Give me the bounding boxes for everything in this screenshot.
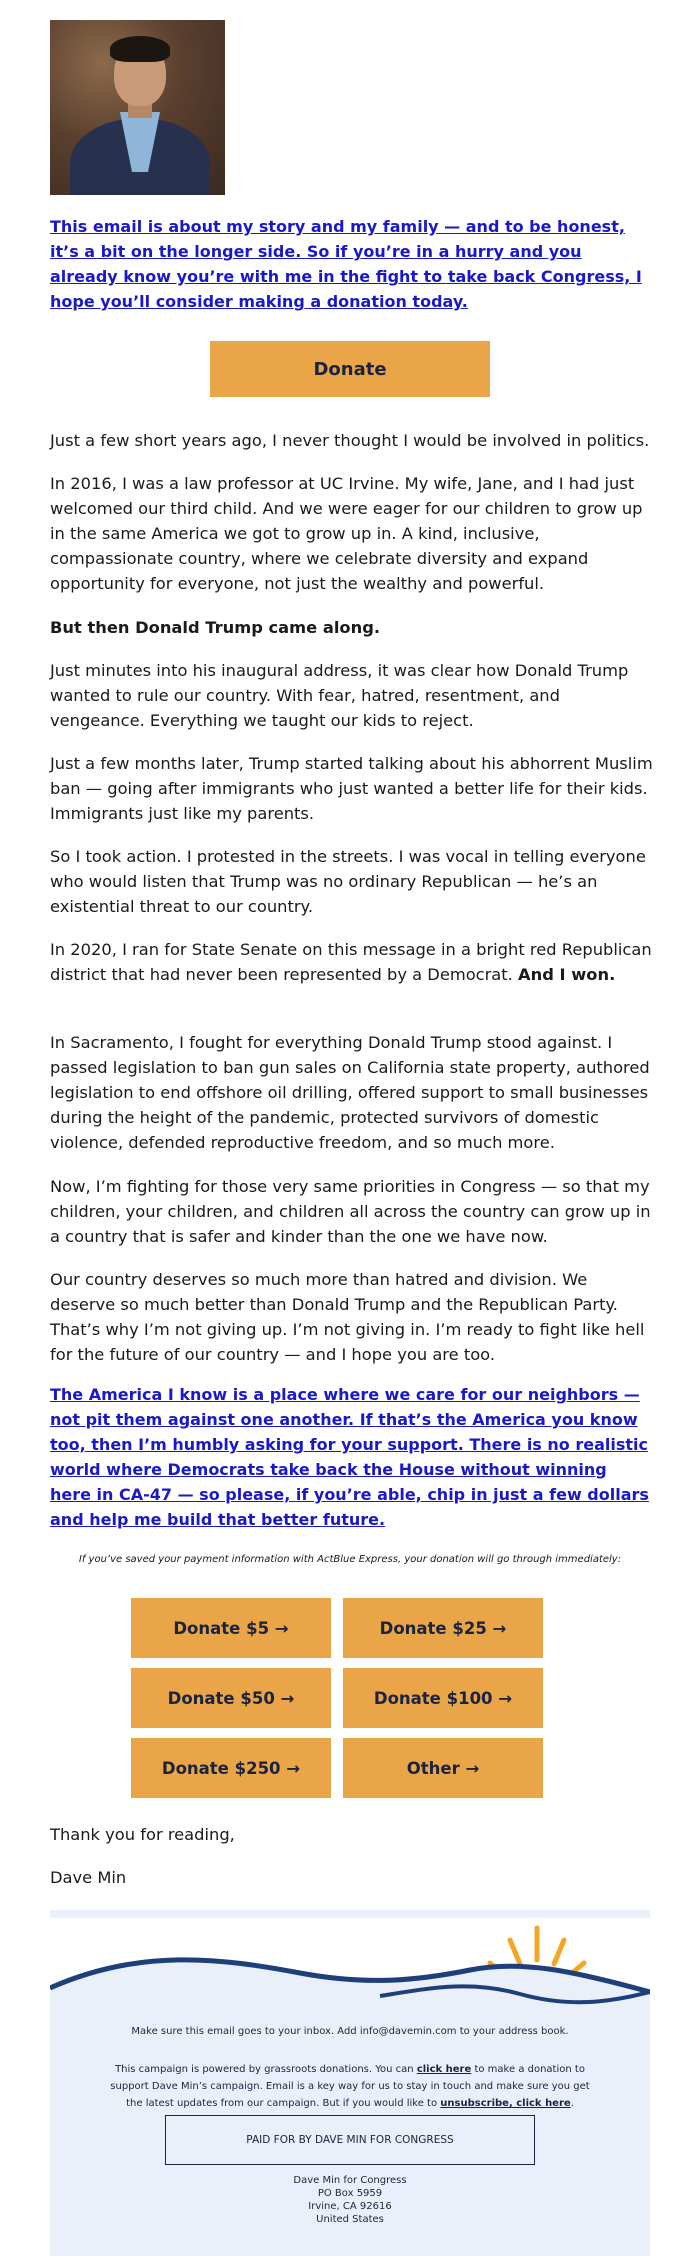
paragraph-muslim-ban: Just a few months later, Trump started talking about his abhorrent Muslim ban — going after immigrants who just wanted a better life for their kids. Immigrants just like my parents. xyxy=(50,754,653,823)
donate-5-button[interactable]: Donate $5 → xyxy=(131,1598,331,1658)
address-line-1: Dave Min for Congress xyxy=(293,2175,407,2186)
donate-250-button[interactable]: Donate $250 → xyxy=(131,1738,331,1798)
lead-donate-link[interactable]: This email is about my story and my family — and to be honest, it’s a bit on the longer side. So if you’re in a hurry and you already know you’re with me in the fight to take back Congress, I hope you’ll consider making a donation today. xyxy=(50,217,642,311)
donate-other-button[interactable]: Other → xyxy=(343,1738,543,1798)
paragraph-trump: But then Donald Trump came along. xyxy=(50,618,381,637)
donate-25-button[interactable]: Donate $25 → xyxy=(343,1598,543,1658)
address-line-4: United States xyxy=(316,2214,384,2225)
donate-50-button[interactable]: Donate $50 → xyxy=(131,1668,331,1728)
donate-100-button[interactable]: Donate $100 → xyxy=(343,1668,543,1728)
donate-button[interactable]: Donate xyxy=(210,341,490,397)
signature-name: Dave Min xyxy=(50,1868,127,1887)
paragraph-action: So I took action. I protested in the streets. I was vocal in telling everyone who would listen that Trump was no ordinary Republican — he’s an existential threat to our country. xyxy=(50,847,646,916)
paragraph-inaugural: Just minutes into his inaugural address, it was clear how Donald Trump wanted to rule our country. With fear, hatred, resentment, and vengeance. Everything we taught our kids to reject. xyxy=(50,661,629,730)
footer-powered-prefix: This campaign is powered by grassroots donations. You can xyxy=(115,2064,414,2075)
actblue-express-note: If you’ve saved your payment information with ActBlue Express, your donation will go through immediately: xyxy=(78,1554,622,1565)
candidate-photo xyxy=(50,20,225,195)
and-i-won: And I won. xyxy=(518,965,616,984)
address-line-2: PO Box 5959 xyxy=(317,2188,383,2199)
paid-for-disclaimer: PAID FOR BY DAVE MIN FOR CONGRESS xyxy=(165,2115,535,2165)
address-line-3: Irvine, CA 92616 xyxy=(308,2201,392,2212)
paragraph-sacramento: In Sacramento, I fought for everything Donald Trump stood against. I passed legislation to ban gun sales on California state property, authored legislation to end offshore oil drilling, offered support to small businesses during the height of the pandemic, protected survivors of domestic violence, defended reproductive freedom, and so much more. xyxy=(50,1033,650,1152)
closing-thanks: Thank you for reading, xyxy=(50,1825,235,1844)
paragraph-intro: Just a few short years ago, I never thought I would be involved in politics. xyxy=(50,431,650,450)
paragraph-congress: Now, I’m fighting for those very same priorities in Congress — so that my children, your children, and children all across the country can grow up in a country that is safer and kinder than the one we have now. xyxy=(50,1177,651,1246)
footer-powered-mid: to make a donation to support Dave Min’s campaign. Email is a key way for us to stay in touch and make sure you get the latest updates from our campaign. But if you would like to xyxy=(110,2064,590,2109)
footer-click-here-link[interactable]: click here xyxy=(416,2064,472,2075)
sunrise-wave-icon xyxy=(50,1918,650,2028)
footer-inbox-note: Make sure this email goes to your inbox. Add info@davemin.com to your address book. xyxy=(131,2026,569,2037)
paragraph-2020 xyxy=(50,937,655,987)
ask-donate-link[interactable]: The America I know is a place where we care for our neighbors — not pit them against one another. If that’s the America you know too, then I’m humbly asking for your support. There is no realistic world where Democrats take back the House without winning here in CA-47 — so please, if you’re able, chip in just a few dollars and help me build that better future. xyxy=(50,1385,649,1529)
paragraph-country: Our country deserves so much more than hatred and division. We deserve so much better than Donald Trump and the Republican Party. That’s why I’m not giving up. I’m not giving in. I’m ready to fight like hell for the future of our country — and I hope you are too. xyxy=(50,1270,645,1364)
footer-powered-note: This campaign is powered by grassroots donations. You can click here to make a donation to support Dave Min’s campaign. Email is a key way for us to stay in touch and make sure you get the latest updates from our campaign. But if you would like to unsubscribe, click here. xyxy=(110,2064,590,2109)
paragraph-2016: In 2016, I was a law professor at UC Irvine. My wife, Jane, and I had just welcomed our third child. And we were eager for our children to grow up in the same America we got to grow up in. A kind, inclusive, compassionate country, where we celebrate diversity and expand opportunity for everyone, not just the wealthy and powerful. xyxy=(50,474,643,593)
paragraph-2020-text: In 2020, I ran for State Senate on this message in a bright red Republican district that had never been represented by a Democrat. xyxy=(50,940,652,984)
unsubscribe-link[interactable]: unsubscribe, click here xyxy=(440,2098,571,2109)
